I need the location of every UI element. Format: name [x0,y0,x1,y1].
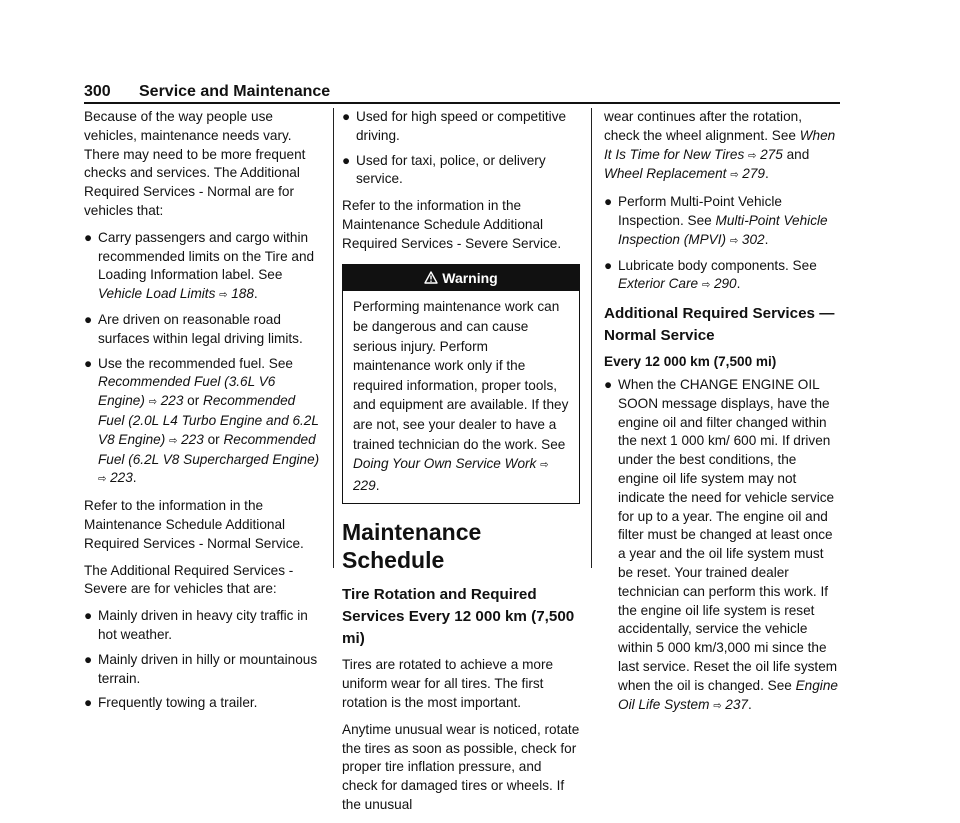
warning-box [342,264,580,505]
cross-reference-link[interactable]: Exterior Care [618,276,699,292]
section-heading: Maintenance Schedule [342,519,482,574]
page-arrow-icon: ⇨ [148,396,157,409]
page-reference[interactable]: 237 [725,696,748,712]
page-reference[interactable]: 223 [181,431,204,447]
page-arrow-icon: ⇨ [169,434,178,447]
list-item: ● Are driven on reasonable road surfaces within legal driving limits. [84,311,303,346]
list-item: ● Lubricate body components. See Exterior Care ⇨ 290. [604,257,817,292]
section-title: Service and Maintenance [139,83,331,100]
page-number: 300 [84,83,111,100]
service-list [604,193,840,295]
list-item: ● When the CHANGE ENGINE OIL SOON message displays, have the engine oil and filter changed within the next 1 000 km/ 600 mi. If driven under the best conditions, the engine oil life system may not indicate the need for vehicle service for up to a year. The engine oil and filter must be changed at least once a year and the oil life system must be reset. Your trained dealer technician can perform this work. If the engine oil life system is reset accidentally, service the vehicle within 5 000 km/3,000 mi since the last service. Reset the oil life system when the oil is changed. See Engine Oil Life System ⇨ 237. [604,376,838,712]
warning-body: Performing maintenance work can be dangerous and can cause serious injury. Perform maintenance work only if the required information, proper tools, and equipment are available. If they are not, see your dealer to have a trained technician do the work. See Doing Your Own Service Work ⇨ 229. [353,299,569,493]
paragraph: Anytime unusual wear is noticed, rotate the tires as soon as possible, check for proper tire inflation pressure, and check for damaged tires or wheels. If the unusual [342,721,580,812]
page-reference[interactable]: 279 [742,166,765,182]
page-arrow-icon: ⇨ [701,279,711,292]
cross-reference-link[interactable]: Multi-Point Vehicle Inspection (MPVI) [618,212,828,247]
list-item: ● Mainly driven in hilly or mountainous terrain. [84,651,318,686]
bullet-icon: ● [604,376,613,392]
page-arrow-icon: ⇨ [729,234,739,247]
warning-header [343,265,579,292]
subsection-heading: Tire Rotation and Required Services Every 12 000 km (7,500 mi) [342,586,575,648]
warning-triangle-icon [424,271,438,284]
refer-severe-paragraph: Refer to the information in the Maintenance Schedule Additional Required Services - Severe Service. [342,198,562,251]
bullet-icon: ● [604,194,613,210]
page-reference[interactable]: 302 [741,231,765,247]
bullet-icon: ● [342,152,351,168]
normal-conditions-list [84,229,320,489]
page-arrow-icon: ⇨ [98,473,107,486]
severe-intro-paragraph: The Additional Required Services - Severe are for vehicles that are: [84,562,294,597]
page-arrow-icon: ⇨ [730,169,739,182]
cross-reference-link[interactable]: Vehicle Load Limits [98,286,216,302]
cross-reference-link[interactable]: Doing Your Own Service Work [353,456,537,472]
column-divider [333,108,334,568]
page-reference[interactable]: 290 [713,276,737,292]
page-reference[interactable]: 223 [160,393,184,409]
subsection-heading: Additional Required Services — Normal Service [604,305,835,345]
bullet-icon: ● [84,355,93,371]
refer-normal-paragraph: Refer to the information in the Maintenance Schedule Additional Required Services - Normal Service. [84,498,304,551]
page-arrow-icon: ⇨ [713,699,722,712]
oil-service-list [604,376,840,715]
cross-reference-link[interactable]: Recommended Fuel (6.2L V8 Supercharged Engine) [98,431,320,467]
bullet-icon: ● [84,651,93,667]
bullet-icon: ● [84,695,93,711]
list-item: ● Mainly driven in heavy city traffic in hot weather. [84,608,308,642]
bullet-icon: ● [604,257,613,273]
header-rule [84,102,840,104]
warning-label: Warning [442,269,498,286]
cross-reference-link[interactable]: Recommended Fuel (3.6L V6 Engine) [98,374,276,409]
intro-paragraph: Because of the way people use vehicles, maintenance needs vary. There may need to be more frequent checks and services. The Additional Required Services - Normal are for vehicles that: [84,109,306,218]
list-item: ● Use the recommended fuel. See Recommended Fuel (3.6L V6 Engine) ⇨ 223 or Recommended Fuel (2.0L L4 Turbo Engine and 6.2L V8 Engine) ⇨ 223 or Recommended Fuel (6.2L V8 Supercharged Engine) ⇨ 223. [84,355,320,486]
list-item: ● Carry passengers and cargo within recommended limits on the Tire and Loading Information label. See Vehicle Load Limits ⇨ 188. [84,229,315,302]
severe-conditions-list-continued [342,108,580,189]
column-2 [342,108,580,823]
page-arrow-icon: ⇨ [540,459,549,472]
list-item: ● Frequently towing a trailer. [84,694,320,713]
paragraph: Tires are rotated to achieve a more uniform wear for all tires. The first rotation is the most important. [342,657,554,710]
bullet-icon: ● [84,229,93,245]
bullet-icon: ● [84,311,93,327]
severe-conditions-list [84,607,320,713]
cross-reference-link[interactable]: When It Is Time for New Tires [604,127,836,162]
page-arrow-icon: ⇨ [219,289,228,302]
cross-reference-link[interactable]: Engine Oil Life System [618,677,838,712]
list-item: ● Used for high speed or competitive driving. [342,109,567,143]
page-reference[interactable]: 223 [110,470,133,486]
bullet-icon: ● [342,109,351,124]
page-reference[interactable]: 188 [231,286,254,302]
cross-reference-link[interactable]: Wheel Replacement [604,166,727,182]
list-item: ● Perform Multi-Point Vehicle Inspection. See Multi-Point Vehicle Inspection (MPVI) ⇨ 302. [604,194,828,247]
bullet-icon: ● [84,608,93,624]
page-arrow-icon: ⇨ [748,149,757,162]
column-divider [591,108,592,568]
cross-reference-link[interactable]: Recommended Fuel (2.0L L4 Turbo Engine and 6.2L V8 Engine) [98,393,319,447]
column-3 [604,108,840,723]
column-1 [84,108,320,721]
page-reference[interactable]: 229 [353,477,376,493]
interval-heading: Every 12 000 km (7,500 mi) [604,354,777,370]
list-item: ● Used for taxi, police, or delivery service. [342,152,546,187]
page-reference[interactable]: 275 [760,146,783,162]
paragraph-continued: wear continues after the rotation, check the wheel alignment. See When It Is Time for New Tires ⇨ 275 and Wheel Replacement ⇨ 279. [604,109,836,182]
